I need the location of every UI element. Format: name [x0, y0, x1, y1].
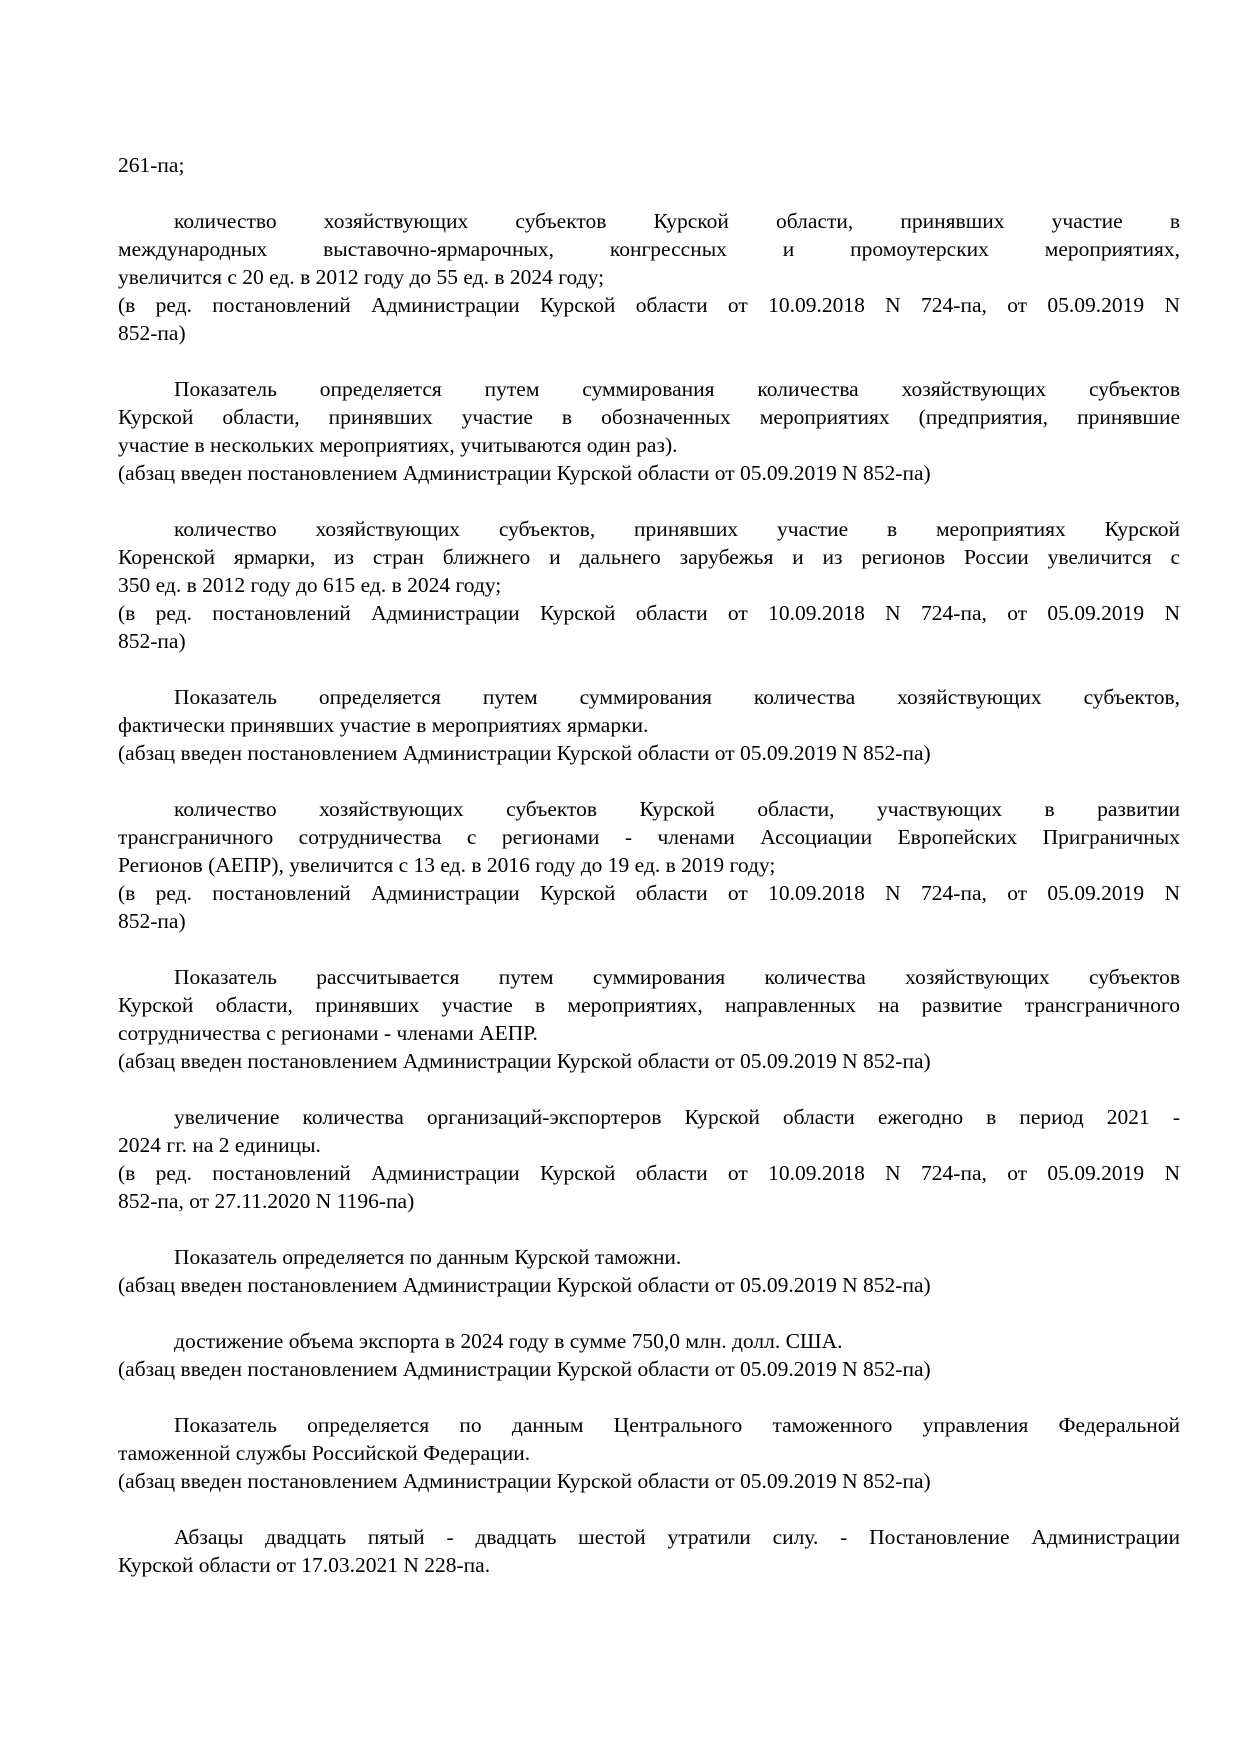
- text-line: (в ред. постановлений Администрации Курской области от 10.09.2018 N 724-па, от 05.09.2019 N: [118, 881, 1180, 905]
- paragraph: [118, 515, 1180, 655]
- paragraph: [118, 683, 1180, 767]
- text-line: (абзац введен постановлением Администрации Курской области от 05.09.2019 N 852-па): [118, 1273, 931, 1297]
- text-line: 852-па): [118, 629, 186, 653]
- text-line: количество хозяйствующих субъектов Курской области, принявших участие в: [174, 209, 1180, 233]
- text-line: таможенной службы Российской Федерации.: [118, 1441, 531, 1465]
- text-line: (абзац введен постановлением Администрации Курской области от 05.09.2019 N 852-па): [118, 741, 931, 765]
- text-line: Регионов (АЕПР), увеличится с 13 ед. в 2016 году до 19 ед. в 2019 году;: [118, 853, 776, 877]
- paragraph: [118, 151, 1180, 179]
- paragraph: [118, 1103, 1180, 1215]
- text-line: 852-па): [118, 321, 186, 345]
- paragraph: [118, 1243, 1180, 1299]
- text-line: (в ред. постановлений Администрации Курской области от 10.09.2018 N 724-па, от 05.09.2019 N: [118, 601, 1180, 625]
- text-line: достижение объема экспорта в 2024 году в сумме 750,0 млн. долл. США.: [174, 1329, 843, 1353]
- paragraph: [118, 1327, 1180, 1383]
- text-line: увеличение количества организаций-экспортеров Курской области ежегодно в период 2021 -: [174, 1105, 1180, 1129]
- text-line: Абзацы двадцать пятый - двадцать шестой утратили силу. - Постановление Администрации: [174, 1525, 1180, 1549]
- text-line: Показатель определяется по данным Курской таможни.: [174, 1245, 682, 1269]
- text-line: трансграничного сотрудничества с регионами - членами Ассоциации Европейских Приграничных: [118, 825, 1180, 849]
- text-line: (абзац введен постановлением Администрации Курской области от 05.09.2019 N 852-па): [118, 461, 931, 485]
- text-line: Коренской ярмарки, из стран ближнего и дальнего зарубежья и из регионов России увеличится с: [118, 545, 1180, 569]
- paragraph: [118, 1523, 1180, 1579]
- text-line: 261-па;: [118, 153, 185, 177]
- text-line: международных выставочно-ярмарочных, конгрессных и промоутерских мероприятиях,: [118, 237, 1180, 261]
- paragraph: [118, 795, 1180, 935]
- text-line: 350 ед. в 2012 году до 615 ед. в 2024 году;: [118, 573, 502, 597]
- paragraph: [118, 375, 1180, 487]
- text-line: Показатель определяется путем суммирования количества хозяйствующих субъектов,: [174, 685, 1180, 709]
- text-line: Курской области от 17.03.2021 N 228-па.: [118, 1553, 491, 1577]
- text-line: Показатель определяется по данным Центрального таможенного управления Федеральной: [174, 1413, 1180, 1437]
- text-line: 852-па): [118, 909, 186, 933]
- text-line: количество хозяйствующих субъектов, принявших участие в мероприятиях Курской: [174, 517, 1180, 541]
- text-line: (абзац введен постановлением Администрации Курской области от 05.09.2019 N 852-па): [118, 1357, 931, 1381]
- text-line: (в ред. постановлений Администрации Курской области от 10.09.2018 N 724-па, от 05.09.2019 N: [118, 1161, 1180, 1185]
- paragraph: [118, 963, 1180, 1075]
- text-line: участие в нескольких мероприятиях, учитываются один раз).: [118, 433, 678, 457]
- text-line: Курской области, принявших участие в обозначенных мероприятиях (предприятия, принявшие: [118, 405, 1180, 429]
- text-line: Показатель определяется путем суммирования количества хозяйствующих субъектов: [174, 377, 1180, 401]
- paragraph: [118, 1411, 1180, 1495]
- document-page: [118, 151, 1180, 1607]
- text-line: (абзац введен постановлением Администрации Курской области от 05.09.2019 N 852-па): [118, 1049, 931, 1073]
- text-line: увеличится с 20 ед. в 2012 году до 55 ед. в 2024 году;: [118, 265, 605, 289]
- text-line: 2024 гг. на 2 единицы.: [118, 1133, 321, 1157]
- paragraph: [118, 207, 1180, 347]
- text-line: 852-па, от 27.11.2020 N 1196-па): [118, 1189, 415, 1213]
- text-line: Показатель рассчитывается путем суммирования количества хозяйствующих субъектов: [174, 965, 1180, 989]
- text-line: Курской области, принявших участие в мероприятиях, направленных на развитие трансграничного: [118, 993, 1180, 1017]
- text-line: сотрудничества с регионами - членами АЕПР.: [118, 1021, 538, 1045]
- text-line: количество хозяйствующих субъектов Курской области, участвующих в развитии: [174, 797, 1180, 821]
- text-line: (в ред. постановлений Администрации Курской области от 10.09.2018 N 724-па, от 05.09.2019 N: [118, 293, 1180, 317]
- text-line: фактически принявших участие в мероприятиях ярмарки.: [118, 713, 649, 737]
- text-line: (абзац введен постановлением Администрации Курской области от 05.09.2019 N 852-па): [118, 1469, 931, 1493]
